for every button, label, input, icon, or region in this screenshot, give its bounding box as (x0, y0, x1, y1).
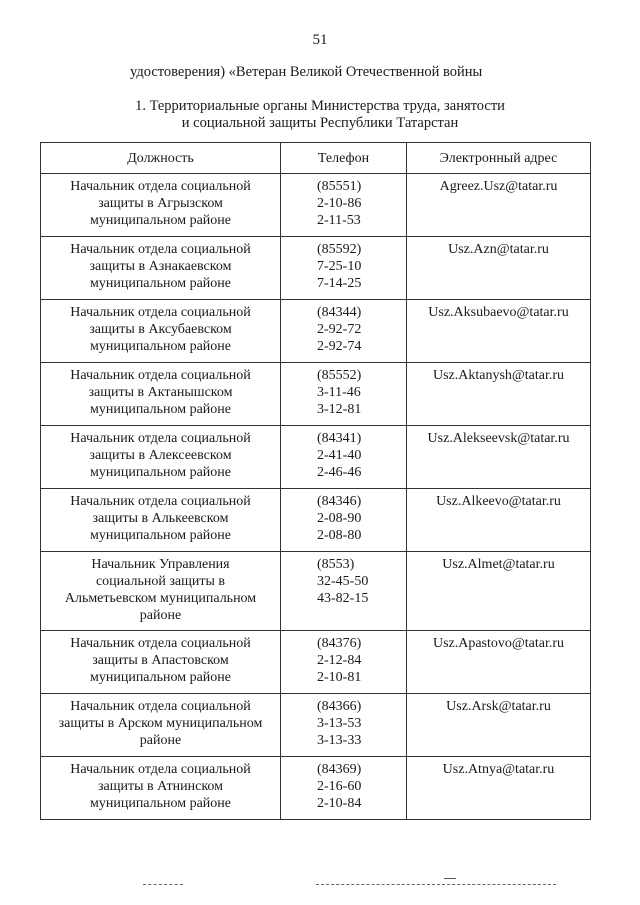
phone-line: (84369) (317, 762, 362, 777)
table-row (41, 237, 591, 300)
table-row (41, 552, 591, 631)
phone-line: (85552) (317, 368, 362, 383)
cell-phone (281, 363, 407, 426)
footer-mark-right (316, 884, 556, 887)
position-line: защиты в Актанышском (88, 385, 233, 400)
email-address: Usz.Aksubaevo@tatar.ru (428, 305, 569, 320)
table-header-row (41, 143, 591, 174)
phone-line: (84376) (317, 636, 362, 651)
header-email: Электронный адрес (407, 143, 591, 174)
phone-line: (85592) (317, 242, 362, 257)
cell-email (407, 489, 591, 552)
cell-email (407, 552, 591, 631)
footer-mark-small (444, 878, 456, 881)
table-row (41, 363, 591, 426)
cell-email (407, 363, 591, 426)
cell-position (41, 489, 281, 552)
page-number: 51 (312, 32, 328, 48)
position-line: Начальник Управления (91, 557, 230, 572)
phone-line: 2-10-81 (317, 670, 362, 685)
position-line: Начальник отдела социальной (70, 699, 251, 714)
intro-line: удостоверения) «Ветеран Великой Отечественной войны (130, 64, 483, 80)
cell-position (41, 426, 281, 489)
phone-line: (84341) (317, 431, 362, 446)
cell-phone (281, 694, 407, 757)
email-address: Usz.Atnya@tatar.ru (442, 762, 555, 777)
section-title-line-1: 1. Территориальные органы Министерства труда, занятости (135, 98, 505, 114)
header-position: Должность (41, 143, 281, 174)
cell-email (407, 426, 591, 489)
position-line: муниципальном районе (89, 402, 232, 417)
phone-line: 2-08-80 (317, 528, 362, 543)
phone-line: 2-16-60 (317, 779, 362, 794)
cell-email (407, 174, 591, 237)
cell-phone (281, 300, 407, 363)
phone-line: 2-92-74 (317, 339, 362, 354)
cell-position (41, 694, 281, 757)
position-line: защиты в Алькеевском (92, 511, 229, 526)
phone-line: 2-92-72 (317, 322, 362, 337)
cell-email (407, 757, 591, 820)
phone-line: 32-45-50 (317, 574, 369, 589)
table-row (41, 426, 591, 489)
email-address: Usz.Alkeevo@tatar.ru (436, 494, 561, 509)
email-address: Usz.Alekseevsk@tatar.ru (427, 431, 570, 446)
position-line: районе (139, 733, 182, 748)
cell-position (41, 552, 281, 631)
position-line: Начальник отдела социальной (70, 762, 251, 777)
cell-phone (281, 757, 407, 820)
cell-position (41, 631, 281, 694)
table-body (41, 174, 591, 820)
contacts-table (40, 142, 591, 820)
cell-email (407, 300, 591, 363)
position-line: муниципальном районе (89, 213, 232, 228)
section-title-line-2: и социальной защиты Республики Татарстан (181, 115, 459, 131)
cell-email (407, 631, 591, 694)
table-row (41, 300, 591, 363)
phone-line: (8553) (317, 557, 355, 572)
position-line: муниципальном районе (89, 670, 232, 685)
position-line: защиты в Атнинском (97, 779, 224, 794)
email-address: Usz.Arsk@tatar.ru (446, 699, 551, 714)
phone-line: (84344) (317, 305, 362, 320)
table-row (41, 694, 591, 757)
cell-email (407, 694, 591, 757)
position-line: муниципальном районе (89, 796, 232, 811)
position-line: Альметьевском муниципальном (64, 591, 257, 606)
position-line: муниципальном районе (89, 528, 232, 543)
table-row (41, 489, 591, 552)
cell-phone (281, 237, 407, 300)
position-line: районе (139, 608, 182, 623)
cell-phone (281, 552, 407, 631)
phone-line: 2-10-86 (317, 196, 362, 211)
phone-line: 3-12-81 (317, 402, 362, 417)
phone-line: 2-11-53 (317, 213, 361, 228)
position-line: защиты в Алексеевском (89, 448, 232, 463)
phone-line: 2-12-84 (317, 653, 362, 668)
phone-line: 3-13-53 (317, 716, 362, 731)
position-line: Начальник отдела социальной (70, 636, 251, 651)
section-title (0, 98, 640, 132)
phone-line: 3-11-46 (317, 385, 361, 400)
cell-position (41, 757, 281, 820)
email-address: Usz.Aktanysh@tatar.ru (432, 368, 565, 383)
email-address: Usz.Azn@tatar.ru (448, 242, 549, 257)
phone-line: 43-82-15 (317, 591, 369, 606)
cell-position (41, 174, 281, 237)
phone-line: 7-14-25 (317, 276, 362, 291)
cell-phone (281, 631, 407, 694)
position-line: защиты в Агрызском (98, 196, 223, 211)
phone-line: 3-13-33 (317, 733, 362, 748)
table-row (41, 631, 591, 694)
footer-mark-left (143, 884, 183, 887)
cell-phone (281, 489, 407, 552)
position-line: Начальник отдела социальной (70, 368, 251, 383)
position-line: Начальник отдела социальной (70, 179, 251, 194)
header-phone: Телефон (281, 143, 407, 174)
phone-line: 2-46-46 (317, 465, 362, 480)
cell-email (407, 237, 591, 300)
position-line: Начальник отдела социальной (70, 431, 251, 446)
cell-position (41, 363, 281, 426)
phone-line: 7-25-10 (317, 259, 362, 274)
email-address: Usz.Apastovo@tatar.ru (432, 636, 565, 651)
table-row (41, 174, 591, 237)
table-row (41, 757, 591, 820)
position-line: защиты в Аксубаевском (89, 322, 232, 337)
position-line: Начальник отдела социальной (70, 305, 251, 320)
phone-line: 2-10-84 (317, 796, 362, 811)
phone-line: 2-08-90 (317, 511, 362, 526)
cell-phone (281, 174, 407, 237)
position-line: муниципальном районе (89, 465, 232, 480)
cell-position (41, 237, 281, 300)
position-line: муниципальном районе (89, 276, 232, 291)
position-line: защиты в Апастовском (92, 653, 229, 668)
contacts-table-container (40, 142, 590, 820)
phone-line: (85551) (317, 179, 362, 194)
cell-phone (281, 426, 407, 489)
phone-line: (84366) (317, 699, 362, 714)
position-line: Начальник отдела социальной (70, 242, 251, 257)
position-line: социальной защиты в (95, 574, 226, 589)
position-line: Начальник отдела социальной (70, 494, 251, 509)
email-address: Usz.Almet@tatar.ru (442, 557, 555, 572)
email-address: Agreez.Usz@tatar.ru (439, 179, 558, 194)
position-line: защиты в Азнакаевском (89, 259, 232, 274)
position-line: защиты в Арском муниципальном (58, 716, 263, 731)
position-line: муниципальном районе (89, 339, 232, 354)
cell-position (41, 300, 281, 363)
phone-line: 2-41-40 (317, 448, 362, 463)
phone-line: (84346) (317, 494, 362, 509)
